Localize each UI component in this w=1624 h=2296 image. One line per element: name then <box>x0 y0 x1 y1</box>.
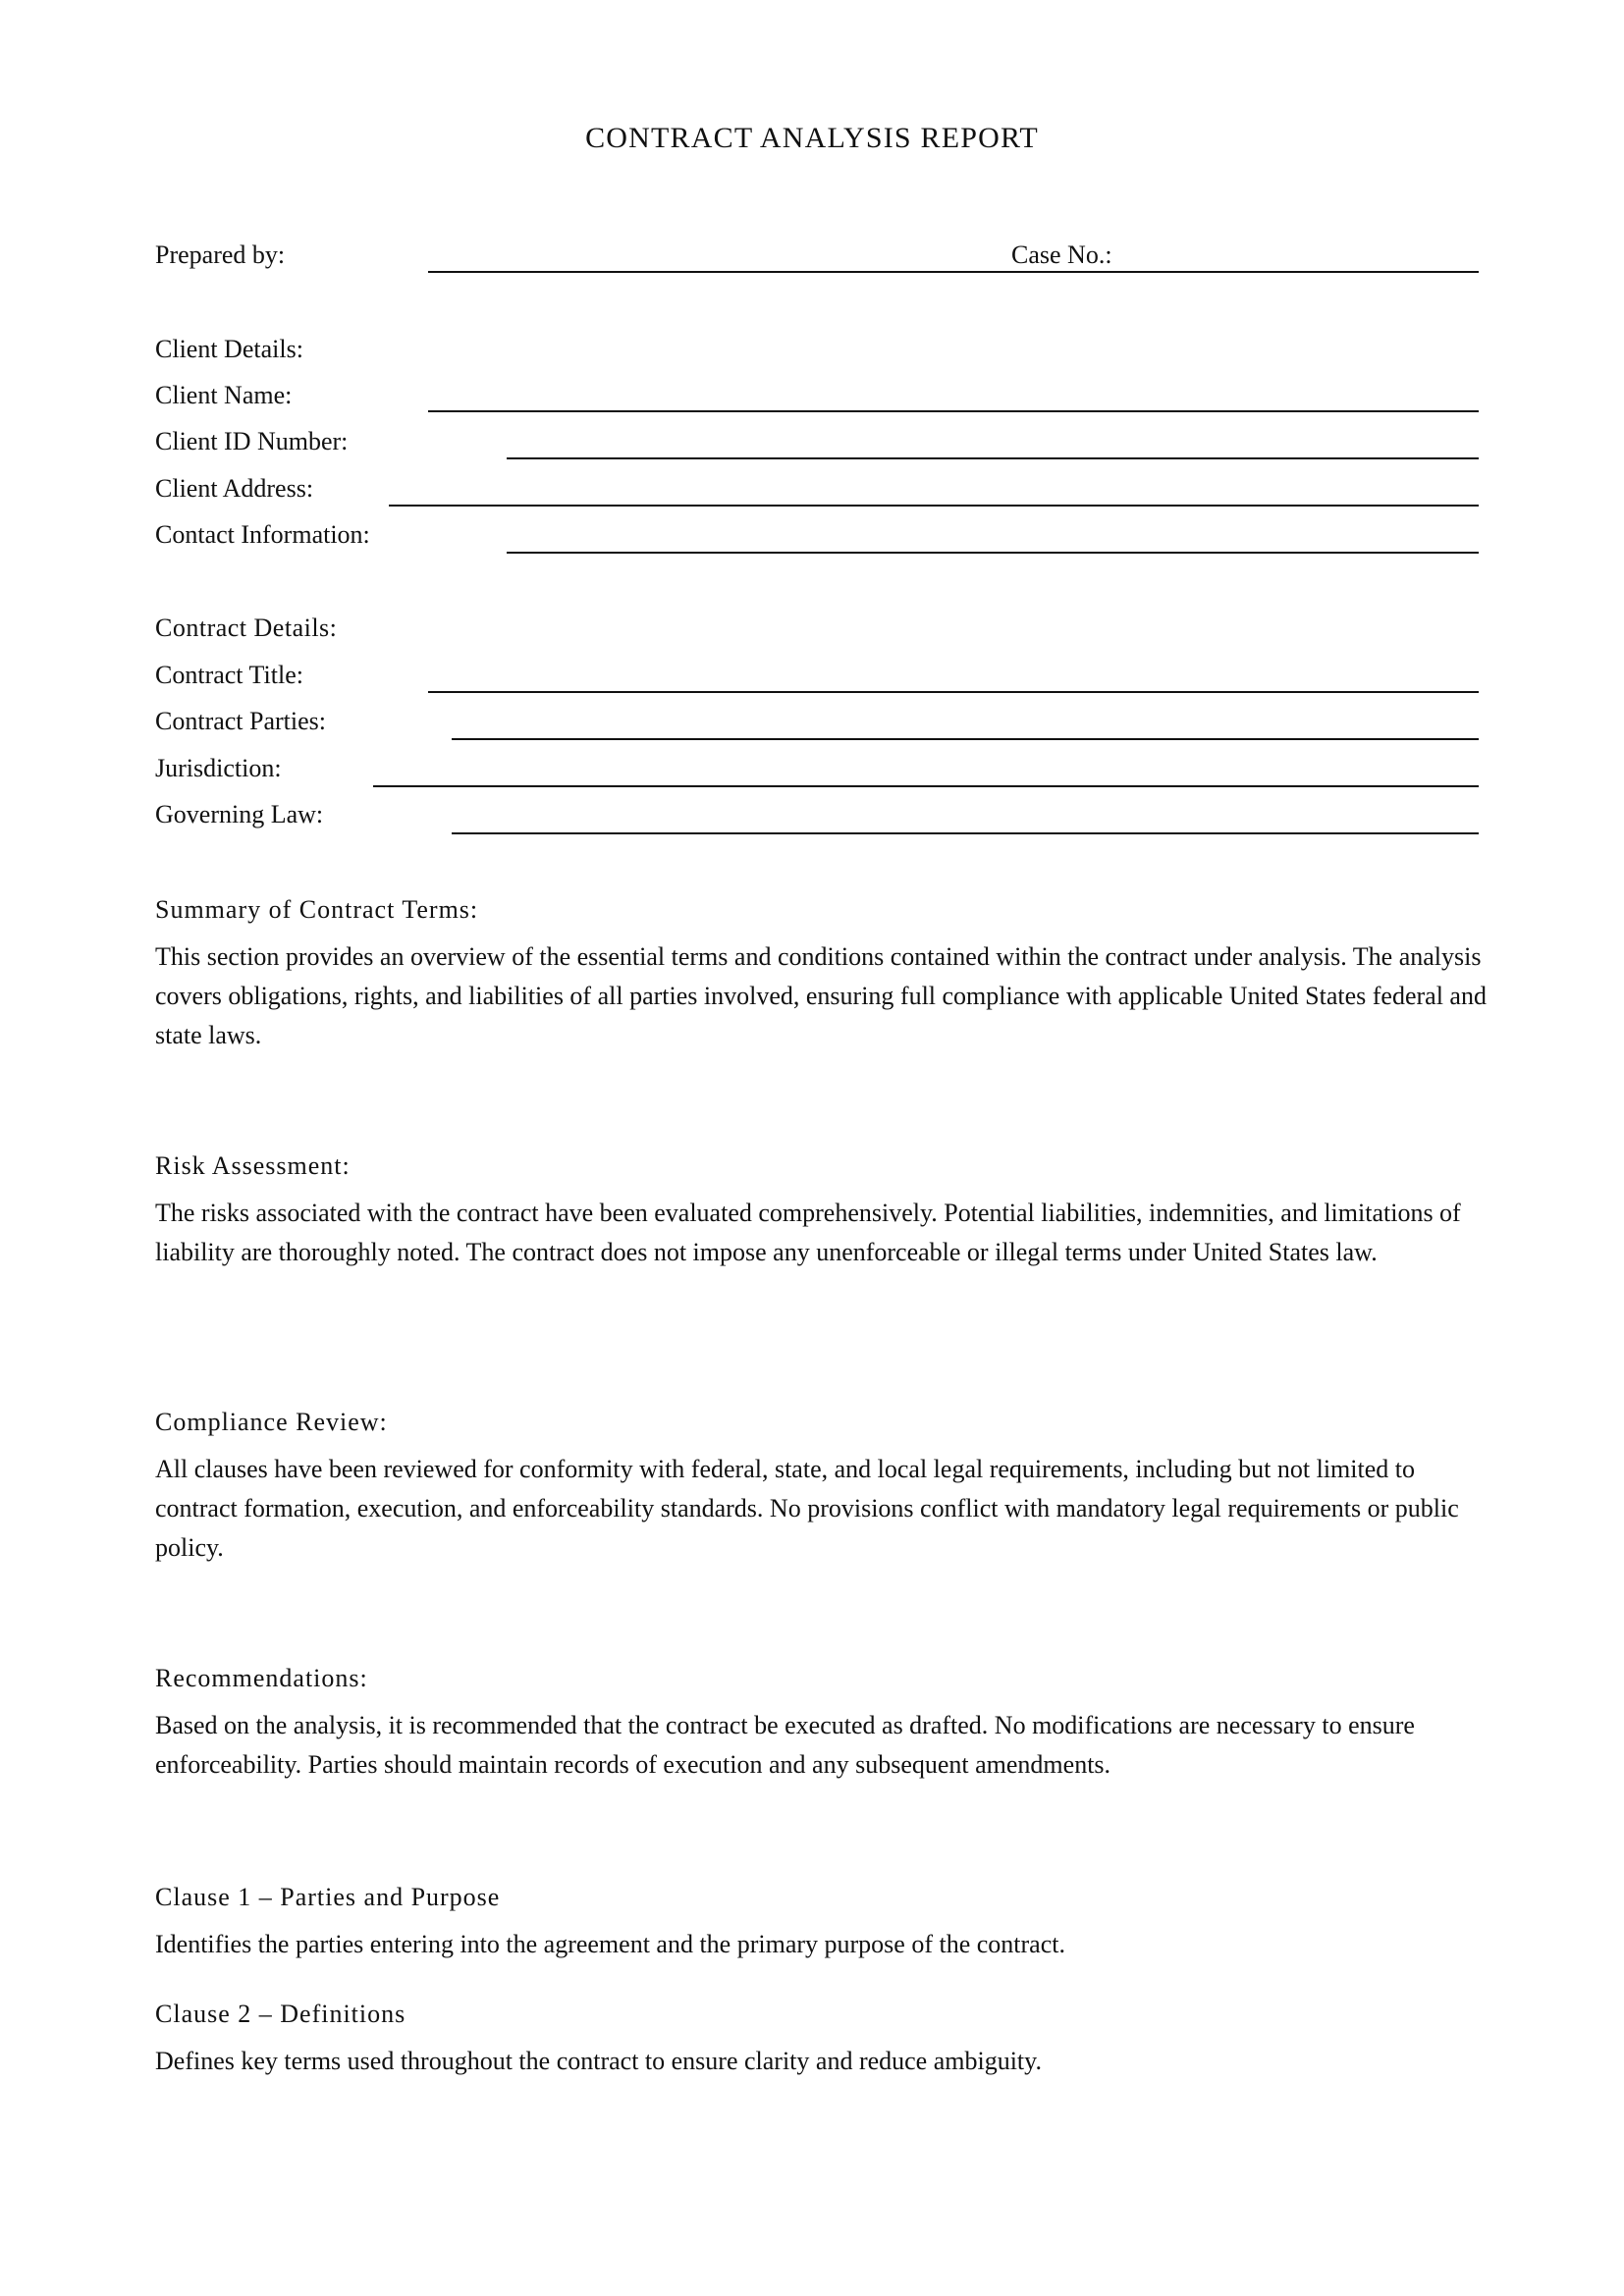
contract-title-field[interactable] <box>428 691 1479 693</box>
recommendations-body: Based on the analysis, it is recommended that the contract be executed as drafted. No modifications are necessary to ensure enforceability. Parties should maintain records of execution and any subsequent amendments. <box>155 1711 1415 1779</box>
client-id-label: Client ID Number: <box>155 427 349 455</box>
clause-2-body: Defines key terms used throughout the contract to ensure clarity and reduce ambiguity. <box>155 2047 1042 2075</box>
client-address-label: Client Address: <box>155 474 314 503</box>
clause-2-heading: Clause 2 – Definitions <box>155 2000 406 2028</box>
contract-parties-field[interactable] <box>452 738 1479 740</box>
case-no-label: Case No.: <box>1011 240 1112 269</box>
client-name-field[interactable] <box>428 410 1479 412</box>
risk-assessment-heading: Risk Assessment: <box>155 1151 351 1180</box>
client-name-label: Client Name: <box>155 381 293 409</box>
governing-law-field[interactable] <box>452 832 1479 834</box>
contract-parties-label: Contract Parties: <box>155 707 327 735</box>
contract-details-heading: Contract Details: <box>155 614 338 642</box>
prepared-by-label: Prepared by: <box>155 240 286 269</box>
client-id-field[interactable] <box>507 457 1479 459</box>
jurisdiction-label: Jurisdiction: <box>155 754 282 782</box>
summary-heading: Summary of Contract Terms: <box>155 895 479 924</box>
contract-title-label: Contract Title: <box>155 661 303 689</box>
risk-assessment-body: The risks associated with the contract have been evaluated comprehensively. Potential liabilities, indemnities, and limitations of liability are thoroughly noted. The contract does not impose any unenforceable or illegal terms under United States law. <box>155 1199 1461 1266</box>
summary-body: This section provides an overview of the essential terms and conditions contained within the contract under analysis. The analysis covers obligations, rights, and liabilities of all parties involved, ensuring full compliance with applicable United States federal and state laws. <box>155 942 1487 1049</box>
clause-1-body: Identifies the parties entering into the agreement and the primary purpose of the contract. <box>155 1930 1065 1958</box>
contact-information-label: Contact Information: <box>155 520 370 549</box>
client-address-field[interactable] <box>389 505 1479 507</box>
recommendations-heading: Recommendations: <box>155 1664 368 1692</box>
client-details-heading: Client Details: <box>155 335 303 363</box>
compliance-review-body: All clauses have been reviewed for conformity with federal, state, and local legal requirements, including but not limited to contract formation, execution, and enforceability standards. No provisions conflict with mandatory legal requirements or public policy. <box>155 1455 1459 1562</box>
jurisdiction-field[interactable] <box>373 785 1479 787</box>
governing-law-label: Governing Law: <box>155 800 324 828</box>
clause-1-heading: Clause 1 – Parties and Purpose <box>155 1883 501 1911</box>
prepared-by-field[interactable] <box>428 271 1479 273</box>
contact-information-field[interactable] <box>507 552 1479 554</box>
compliance-review-heading: Compliance Review: <box>155 1408 388 1436</box>
page-title: CONTRACT ANALYSIS REPORT <box>585 122 1039 154</box>
